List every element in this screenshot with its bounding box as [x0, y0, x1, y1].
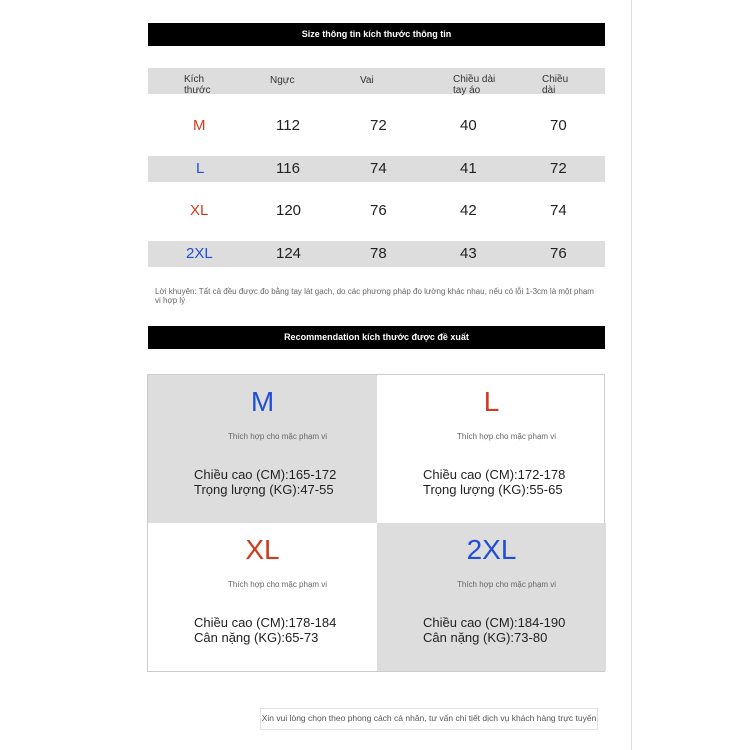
length-value: 72	[550, 160, 567, 177]
size-label: 2XL	[186, 245, 213, 262]
weight-range: Cân nặng (KG):65-73	[194, 630, 319, 645]
height-range: Chiều cao (CM):165-172	[194, 467, 337, 482]
sleeve-value: 41	[460, 160, 477, 177]
size-heading: 2XL	[466, 534, 517, 565]
recommendation-card-xl	[148, 523, 377, 671]
shoulder-value: 72	[370, 117, 387, 134]
fit-range-label: Thích hợp cho mặc phạm vi	[457, 580, 557, 589]
recommendation-title-bar	[148, 326, 605, 349]
recommendation-grid	[147, 374, 605, 672]
size-table-header	[148, 68, 605, 94]
chest-value: 116	[276, 160, 300, 177]
weight-range: Cân nặng (KG):73-80	[423, 630, 548, 645]
size-label: M	[193, 117, 206, 134]
size-label: L	[196, 160, 205, 177]
length-value: 74	[550, 202, 567, 219]
length-value: 76	[550, 245, 567, 262]
fit-range-label: Thích hợp cho mặc phạm vi	[228, 580, 328, 589]
size-info	[423, 615, 565, 645]
chest-value: 124	[276, 245, 302, 262]
table-row	[148, 156, 605, 182]
contact-note: Xin vui lòng chọn theo phong cách cá nhân, tư vấn chi tiết dịch vụ khách hàng trực tuyến	[260, 708, 598, 730]
sleeve-value: 40	[460, 117, 477, 134]
recommendation-card-2xl	[377, 523, 606, 671]
table-row	[148, 198, 605, 224]
size-heading: XL	[245, 534, 280, 565]
fit-range-label: Thích hợp cho mặc phạm vi	[457, 432, 557, 441]
shoulder-value: 74	[370, 160, 387, 177]
height-range: Chiều cao (CM):178-184	[194, 615, 337, 630]
size-heading: L	[483, 386, 500, 417]
size-table-title-bar	[148, 23, 605, 46]
weight-range: Trọng lượng (KG):47-55	[194, 482, 334, 497]
recommendation-card-m	[148, 375, 377, 523]
header-body-length: Chiều dài	[542, 74, 569, 96]
shoulder-value: 76	[370, 202, 387, 219]
chest-value: 112	[276, 117, 300, 134]
table-row	[148, 113, 605, 139]
header-sleeve-length: Chiều dài tay áo	[453, 74, 496, 96]
recommendation-card-l	[377, 375, 606, 523]
page-divider-line	[631, 0, 632, 750]
chest-value: 120	[276, 202, 302, 219]
size-info	[423, 467, 565, 497]
size-info	[194, 615, 336, 645]
table-row	[148, 241, 605, 267]
weight-range: Trọng lượng (KG):55-65	[423, 482, 563, 497]
sleeve-value: 43	[460, 245, 477, 262]
size-table-title: Size thông tin kích thước thông tin	[301, 29, 452, 39]
shoulder-value: 78	[370, 245, 387, 262]
header-chest: Ngực	[270, 75, 295, 86]
measurement-note: Lời khuyên: Tất cả đều được đo bằng tay lát gạch, do các phương pháp đo lường khác nhau, nếu có lỗi 1-3cm là một phạm vi hợp lý	[155, 287, 594, 305]
recommendation-title: Recommendation kích thước được đề xuất	[284, 332, 469, 342]
height-range: Chiều cao (CM):184-190	[423, 615, 566, 630]
size-label: XL	[190, 202, 209, 219]
sleeve-value: 42	[460, 202, 477, 219]
size-info	[194, 467, 336, 497]
height-range: Chiều cao (CM):172-178	[423, 467, 566, 482]
header-shoulder: Vai	[360, 75, 374, 86]
length-value: 70	[550, 117, 567, 134]
fit-range-label: Thích hợp cho mặc phạm vi	[228, 432, 328, 441]
header-size: Kích thước	[184, 74, 211, 96]
size-heading: M	[250, 386, 275, 417]
